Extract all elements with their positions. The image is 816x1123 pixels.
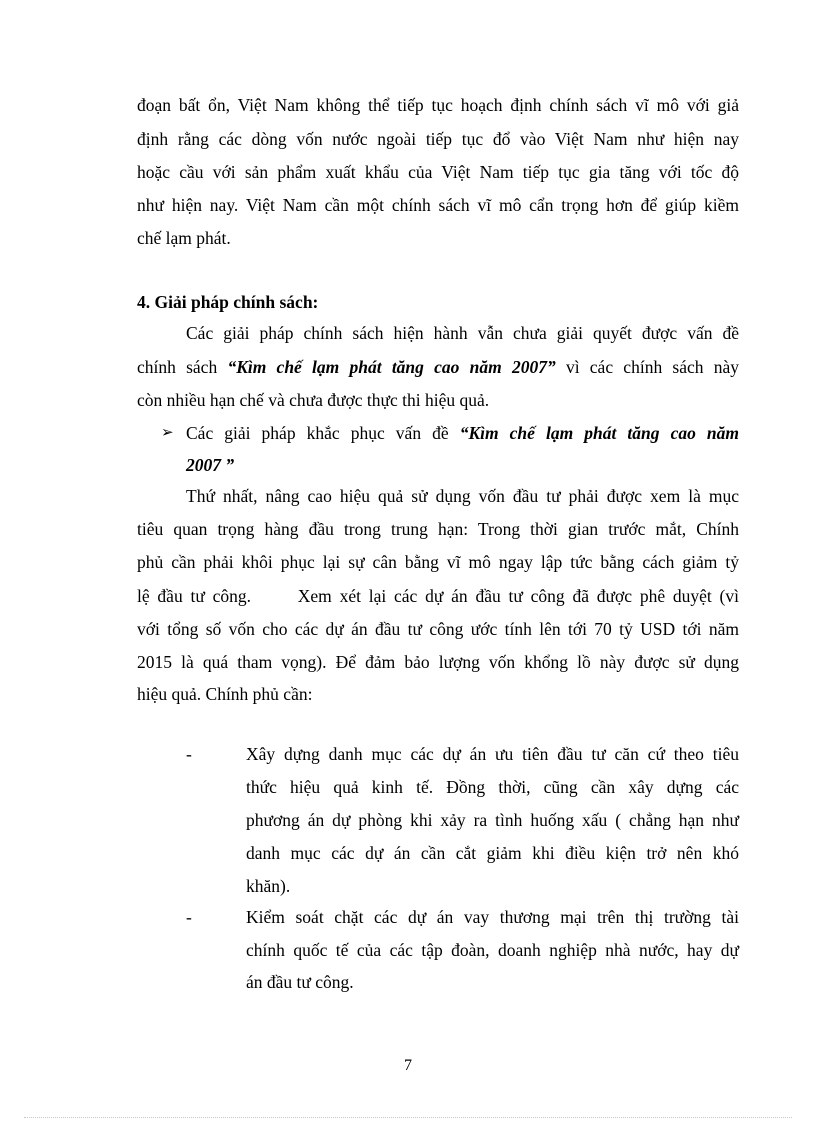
para1-line: còn nhiều hạn chế và chưa được thực thi hiệu quả. xyxy=(137,390,490,410)
para2-line: lệ đầu tư công. Xem xét lại các dự án đầu tư công đã được phê duyệt (vì xyxy=(137,586,739,606)
para2-line: với tổng số vốn cho các dự án đầu tư công ước tính lên tới 70 tỷ USD tới năm xyxy=(137,619,739,639)
page-bottom-border xyxy=(24,1117,792,1118)
para1-line2-post: vì các chính sách này xyxy=(555,357,740,377)
dash-item2-line: chính quốc tế của các tập đoàn, doanh nghiệp nhà nước, hay dự xyxy=(246,940,739,960)
section-heading: 4. Giải pháp chính sách: xyxy=(137,292,319,312)
dash-bullet: - xyxy=(186,907,192,927)
dash-item1-line: phương án dự phòng khi xảy ra tình huống xấu ( chẳng hạn như xyxy=(246,810,739,830)
para2-line: hiệu quả. Chính phủ cần: xyxy=(137,684,313,704)
para2-line: Thứ nhất, nâng cao hiệu quả sử dụng vốn đầu tư phải được xem là mục xyxy=(186,486,739,506)
arrow-bullet-icon: ➢ xyxy=(161,425,174,441)
arrow-item-emphasis: “Kìm chế lạm phát tăng cao năm xyxy=(459,423,739,443)
para2-line: tiêu quan trọng hàng đầu trong trung hạn: Trong thời gian trước mắt, Chính xyxy=(137,519,739,539)
dash-item1-line: Xây dựng danh mục các dự án ưu tiên đầu tư căn cứ theo tiêu xyxy=(246,744,739,764)
para2-line: 2015 là quá tham vọng). Để đảm bảo lượng vốn khổng lồ này được sử dụng xyxy=(137,652,739,672)
dash-item1-line: khăn). xyxy=(246,876,291,896)
intro-line: định rằng các dòng vốn nước ngoài tiếp tục đổ vào Việt Nam như hiện nay xyxy=(137,129,739,149)
intro-line: chế lạm phát. xyxy=(137,228,231,248)
para1-line xyxy=(137,357,739,377)
para1-line: Các giải pháp chính sách hiện hành vẫn chưa giải quyết được vấn đề xyxy=(186,323,739,343)
dash-bullet: - xyxy=(186,744,192,764)
dash-item2-line: Kiểm soát chặt các dự án vay thương mại trên thị trường tài xyxy=(246,907,739,927)
page-number: 7 xyxy=(404,1057,412,1074)
dash-item2-line: án đầu tư công. xyxy=(246,972,354,992)
intro-line: như hiện nay. Việt Nam cần một chính sách vĩ mô cẩn trọng hơn để giúp kiềm xyxy=(137,195,739,215)
intro-line: đoạn bất ổn, Việt Nam không thể tiếp tục hoạch định chính sách vĩ mô với giả xyxy=(137,95,739,115)
dash-item1-line: thức hiệu quả kinh tế. Đồng thời, cũng cần xây dựng các xyxy=(246,777,739,797)
para1-line2-emphasis: “Kìm chế lạm phát tăng cao năm 2007” xyxy=(227,357,556,377)
para2-line: phủ cần phải khôi phục lại sự cân bằng vĩ mô ngay lập tức bằng cách giảm tỷ xyxy=(137,552,739,572)
intro-line: hoặc cầu với sản phẩm xuất khẩu của Việt Nam tiếp tục gia tăng với tốc độ xyxy=(137,162,739,182)
arrow-item-emphasis-cont: 2007 ” xyxy=(186,455,235,475)
dash-item1-line: danh mục các dự án cần cắt giảm khi điều kiện trở nên khó xyxy=(246,843,739,863)
arrow-item-line xyxy=(186,423,739,443)
arrow-item-text: Các giải pháp khắc phục vấn đề xyxy=(186,423,460,443)
para1-line2-pre: chính sách xyxy=(137,357,228,377)
